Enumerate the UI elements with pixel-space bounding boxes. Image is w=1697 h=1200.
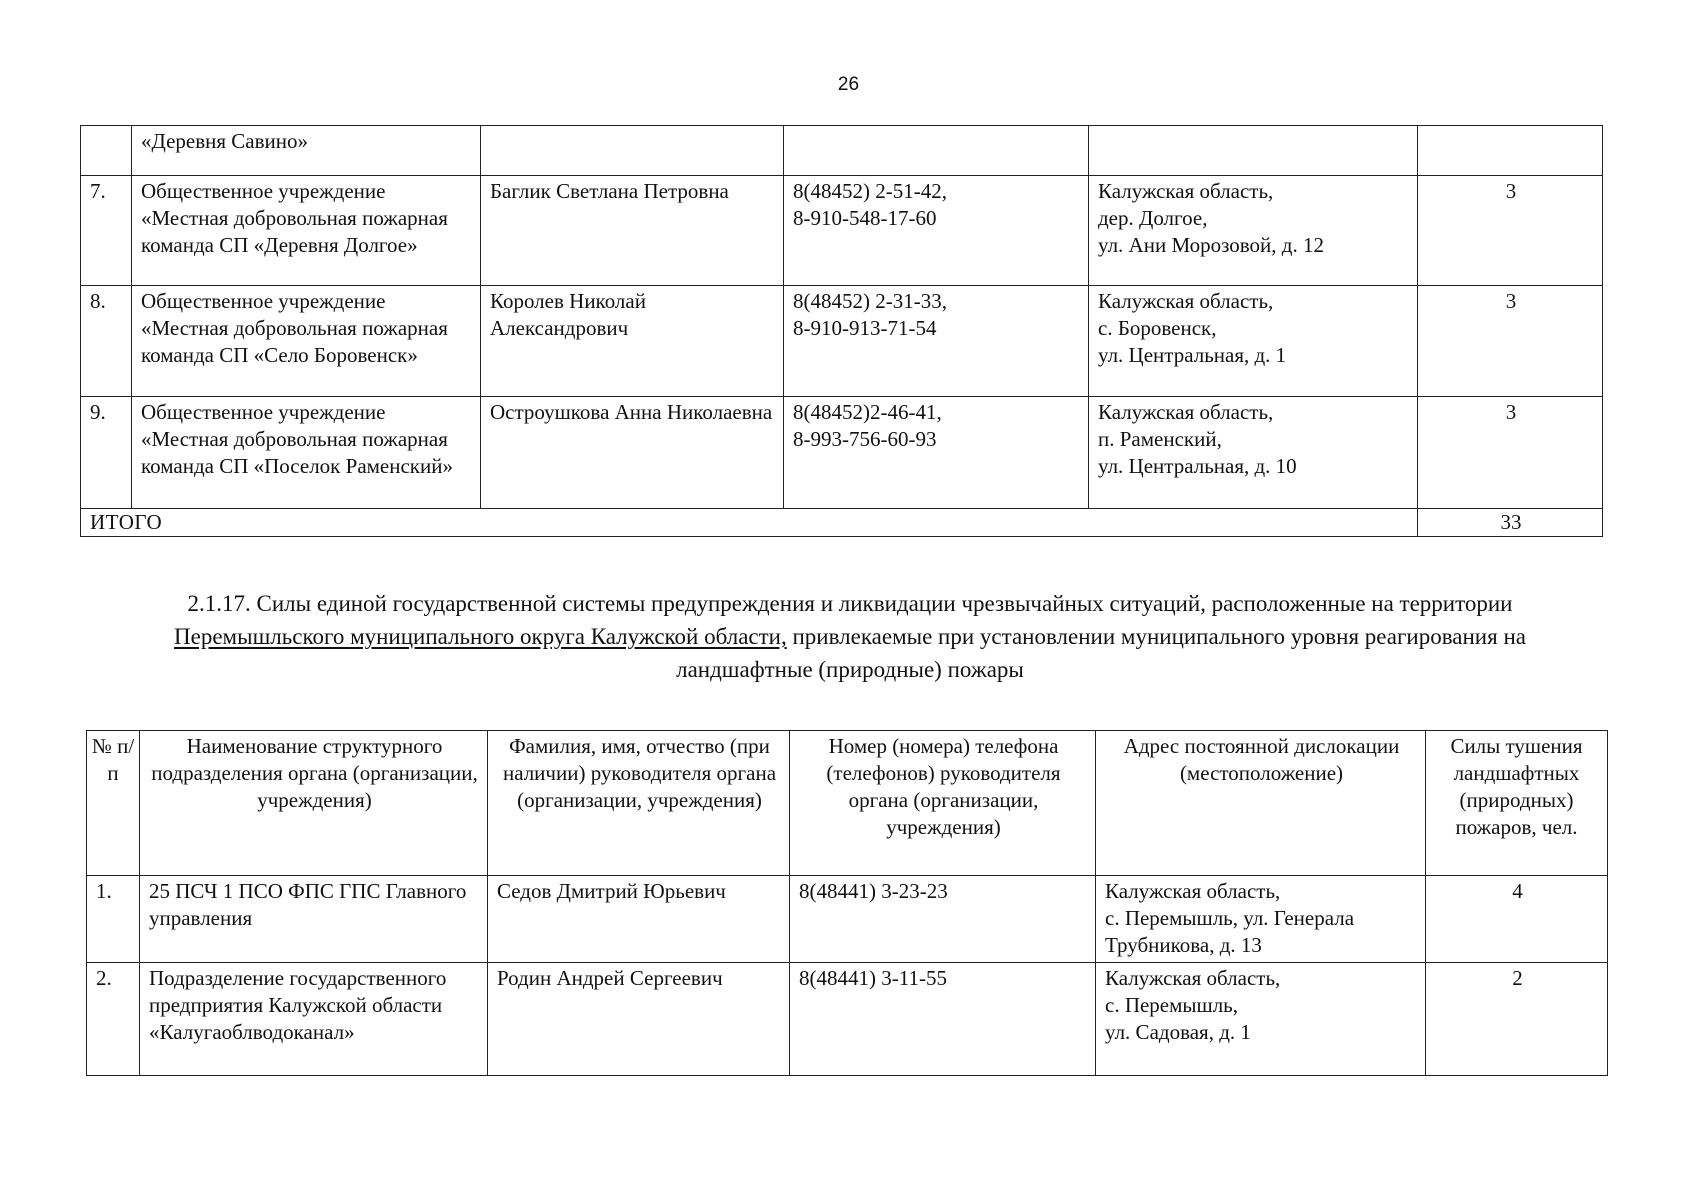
header-forces-count: Силы тушения ландшафтных (природных) пожаров, чел. bbox=[1426, 731, 1608, 876]
forces-count: 3 bbox=[1418, 286, 1603, 397]
section-heading-suffix: привлекаемые при установлении муниципального уровня реагирования на ландшафтные (природные) пожары bbox=[676, 624, 1526, 682]
head-name: Баглик Светлана Петровна bbox=[481, 176, 784, 286]
address-line: ул. Ани Морозовой, д. 12 bbox=[1098, 233, 1324, 257]
row-number: 7. bbox=[81, 176, 132, 286]
phone-line: 8-910-548-17-60 bbox=[793, 206, 937, 230]
header-address: Адрес постоянной дислокации (местоположение) bbox=[1096, 731, 1426, 876]
table-row bbox=[81, 126, 1603, 176]
phone-line: 8(48452)2-46-41, bbox=[793, 400, 942, 424]
phone bbox=[784, 176, 1089, 286]
head-name: Родин Андрей Сергеевич bbox=[488, 963, 790, 1076]
forces-table-continuation bbox=[80, 125, 1603, 537]
phone-line: 8(48452) 2-51-42, bbox=[793, 179, 947, 203]
head-name: Остроушкова Анна Николаевна bbox=[481, 397, 784, 509]
unit-name: Общественное учреждение «Местная добровольная пожарная команда СП «Деревня Долгое» bbox=[132, 176, 481, 286]
address-line: Трубникова, д. 13 bbox=[1105, 933, 1262, 957]
head-name: Седов Дмитрий Юрьевич bbox=[488, 876, 790, 963]
total-label: ИТОГО bbox=[81, 509, 1418, 537]
address-line: с. Перемышль, bbox=[1105, 993, 1239, 1017]
row-number bbox=[81, 126, 132, 176]
head-name: Королев Николай Александрович bbox=[481, 286, 784, 397]
table-row bbox=[81, 176, 1603, 286]
phone-line: 8-993-756-60-93 bbox=[793, 427, 937, 451]
address-line: Калужская область, bbox=[1098, 289, 1274, 313]
section-heading-prefix: 2.1.17. Силы единой государственной системы предупреждения и ликвидации чрезвычайных ситуаций, расположенные на территории bbox=[187, 591, 1513, 616]
address-line: Калужская область, bbox=[1105, 966, 1281, 990]
unit-name: 25 ПСЧ 1 ПСО ФПС ГПС Главного управления bbox=[140, 876, 488, 963]
phone: 8(48441) 3-11-55 bbox=[790, 963, 1096, 1076]
unit-name: «Деревня Савино» bbox=[132, 126, 481, 176]
forces-count: 3 bbox=[1418, 397, 1603, 509]
address-line: Калужская область, bbox=[1098, 179, 1274, 203]
row-number: 2. bbox=[87, 963, 140, 1076]
address-line: с. Перемышль, ул. Генерала bbox=[1105, 906, 1355, 930]
table-row bbox=[87, 876, 1608, 963]
total-value: 33 bbox=[1418, 509, 1603, 537]
unit-name: Общественное учреждение «Местная добровольная пожарная команда СП «Поселок Раменский» bbox=[132, 397, 481, 509]
address bbox=[1096, 963, 1426, 1076]
forces-count: 4 bbox=[1426, 876, 1608, 963]
address-line: п. Раменский, bbox=[1098, 427, 1222, 451]
address bbox=[1096, 876, 1426, 963]
header-head-name: Фамилия, имя, отчество (при наличии) руководителя органа (организации, учреждения) bbox=[488, 731, 790, 876]
phone bbox=[784, 286, 1089, 397]
address bbox=[1089, 176, 1418, 286]
unit-name: Общественное учреждение «Местная добровольная пожарная команда СП «Село Боровенск» bbox=[132, 286, 481, 397]
address-line: Калужская область, bbox=[1098, 400, 1274, 424]
table-row bbox=[87, 963, 1608, 1076]
phone bbox=[784, 126, 1089, 176]
forces-table bbox=[86, 730, 1608, 1076]
total-row bbox=[81, 509, 1603, 537]
forces-count: 3 bbox=[1418, 176, 1603, 286]
table-header-row bbox=[87, 731, 1608, 876]
header-unit-name: Наименование структурного подразделения органа (организации, учреждения) bbox=[140, 731, 488, 876]
unit-name: Подразделение государственного предприятия Калужской области «Калугаоблводоканал» bbox=[140, 963, 488, 1076]
address-line: ул. Центральная, д. 10 bbox=[1098, 454, 1297, 478]
row-number: 9. bbox=[81, 397, 132, 509]
phone-line: 8(48452) 2-31-33, bbox=[793, 289, 947, 313]
row-number: 8. bbox=[81, 286, 132, 397]
header-number: № п/п bbox=[87, 731, 140, 876]
page-number: 26 bbox=[837, 74, 860, 95]
row-number: 1. bbox=[87, 876, 140, 963]
header-phone: Номер (номера) телефона (телефонов) руководителя органа (организации, учреждения) bbox=[790, 731, 1096, 876]
address bbox=[1089, 126, 1418, 176]
forces-count: 2 bbox=[1426, 963, 1608, 1076]
section-heading-underlined: Перемышльского муниципального округа Калужской области, bbox=[174, 624, 787, 649]
address-line: дер. Долгое, bbox=[1098, 206, 1208, 230]
address-line: Калужская область, bbox=[1105, 879, 1281, 903]
address-line: ул. Центральная, д. 1 bbox=[1098, 343, 1287, 367]
phone bbox=[784, 397, 1089, 509]
table-row bbox=[81, 286, 1603, 397]
address-line: с. Боровенск, bbox=[1098, 316, 1217, 340]
phone: 8(48441) 3-23-23 bbox=[790, 876, 1096, 963]
forces-count bbox=[1418, 126, 1603, 176]
address bbox=[1089, 286, 1418, 397]
section-heading bbox=[130, 587, 1570, 686]
head-name bbox=[481, 126, 784, 176]
address bbox=[1089, 397, 1418, 509]
table-row bbox=[81, 397, 1603, 509]
address-line: ул. Садовая, д. 1 bbox=[1105, 1020, 1251, 1044]
phone-line: 8-910-913-71-54 bbox=[793, 316, 937, 340]
